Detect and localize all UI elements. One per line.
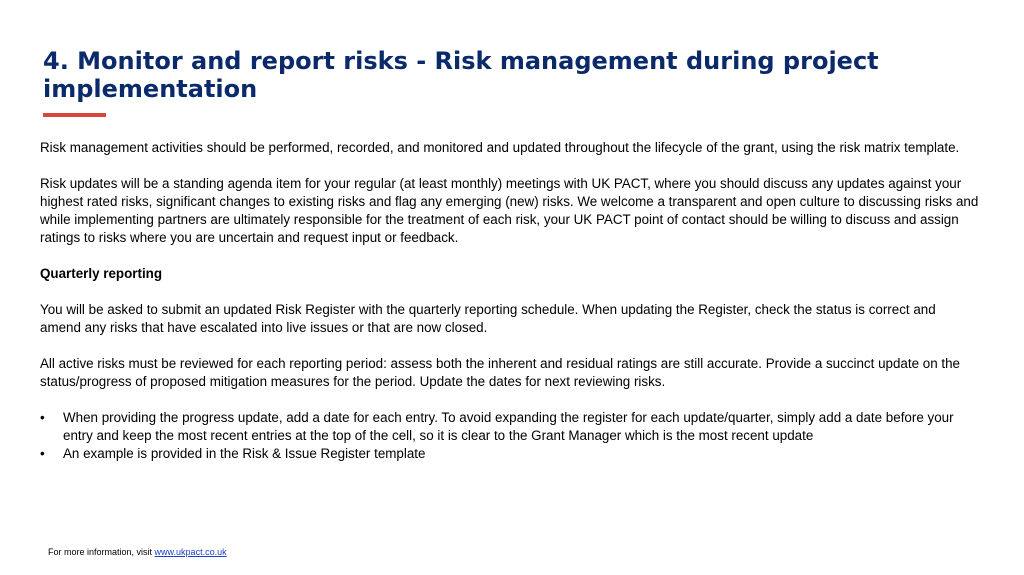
footer-prefix: For more information, visit [48, 547, 153, 557]
body-paragraph: All active risks must be reviewed for each reporting period: assess both the inherent and residual ratings are still accurate. Provide a succinct update on the status/progress of proposed mitigation measures for the period. Update the dates for next reviewing risks. [40, 356, 960, 389]
slide-title: 4. Monitor and report risks - Risk management during project implementation [43, 47, 879, 103]
bullet-list [40, 409, 980, 463]
title-accent-bar [43, 113, 106, 117]
list-item-text: When providing the progress update, add a date for each entry. To avoid expanding the register for each update/quarter, simply add a date before your entry and keep the most recent entries at the top of the cell, so it is clear to the Grant Manager which is the most recent update [63, 410, 954, 443]
bullet-icon: • [40, 410, 45, 425]
list-item [40, 409, 980, 445]
body-paragraph: Risk management activities should be performed, recorded, and monitored and updated throughout the lifecycle of the grant, using the risk matrix template. [40, 140, 960, 155]
footer-note [48, 546, 227, 558]
list-item-text: An example is provided in the Risk & Issue Register template [63, 446, 426, 461]
slide-body [40, 139, 980, 463]
bullet-icon: • [40, 446, 45, 461]
body-paragraph: Risk updates will be a standing agenda item for your regular (at least monthly) meetings with UK PACT, where you should discuss any updates against your highest rated risks, significant changes to existing risks and flag any emerging (new) risks. We welcome a transparent and open culture to discussing risks and while implementing partners are ultimately responsible for the treatment of each risk, your UK PACT point of contact should be willing to discuss and assign ratings to risks where you are uncertain and request input or feedback. [40, 176, 979, 245]
body-paragraph: You will be asked to submit an updated Risk Register with the quarterly reporting schedule. When updating the Register, check the status is correct and amend any risks that have escalated into live issues or that are now closed. [40, 302, 936, 335]
section-heading: Quarterly reporting [40, 266, 163, 281]
list-item [40, 445, 980, 463]
website-link[interactable]: www.ukpact.co.uk [154, 547, 227, 557]
